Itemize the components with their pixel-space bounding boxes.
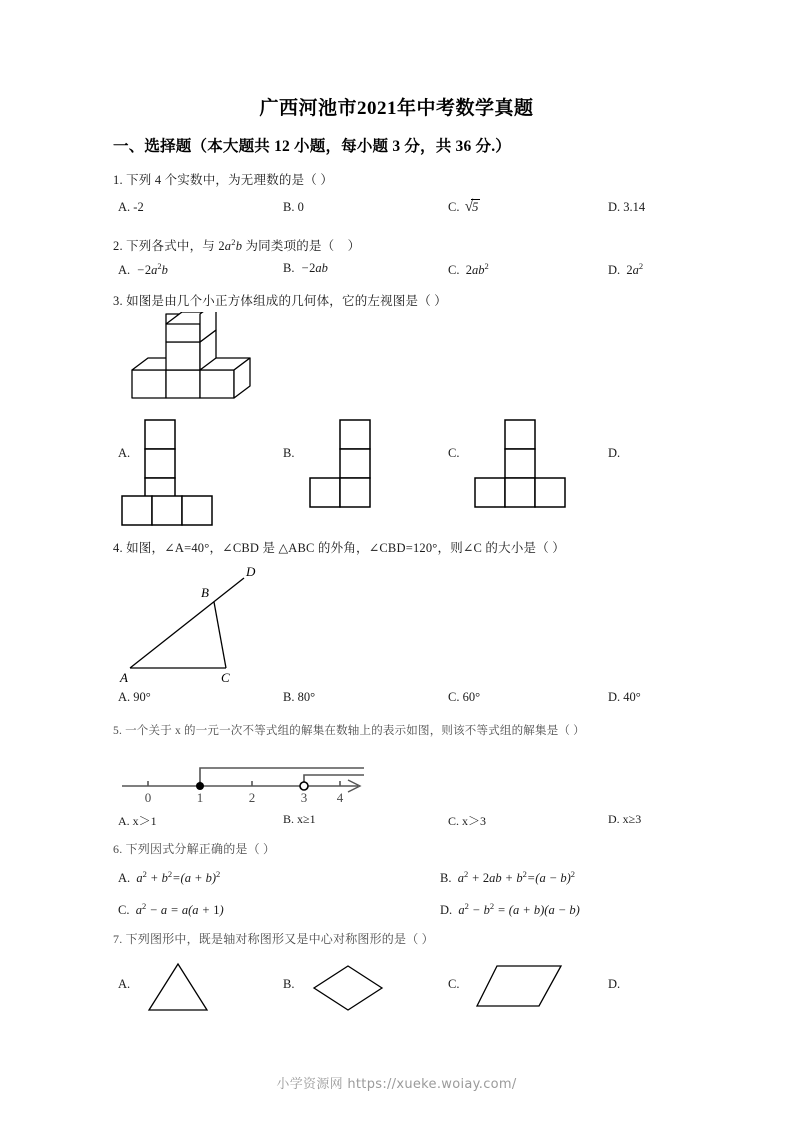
question-1-option-a[interactable]	[118, 200, 144, 215]
expr-2a2b: $2a^2b$	[218, 236, 243, 253]
option-label: A.	[118, 871, 131, 886]
isometric-cube-stack-figure	[118, 312, 278, 408]
question-6-option-a[interactable]	[118, 869, 220, 886]
tick-label-4: 4	[336, 790, 344, 805]
label-d: D	[246, 564, 256, 579]
question-4-option-a[interactable]	[118, 690, 151, 705]
option-label: C.	[448, 263, 460, 278]
number-line-figure	[118, 756, 374, 806]
question-7-option-b-label[interactable]	[283, 977, 294, 992]
option-label: C.	[448, 977, 460, 991]
triangle-figure	[118, 562, 278, 686]
option-label: C.	[448, 814, 460, 828]
option-label: D.	[608, 812, 620, 826]
question-3-option-a-label[interactable]	[118, 446, 130, 461]
question-5-option-b[interactable]	[283, 812, 316, 827]
parallelogram-icon	[477, 966, 561, 1006]
question-3-stem: 3. 如图是由几个小正方体组成的几何体，它的左视图是（ ）	[113, 294, 447, 308]
option-label: A.	[118, 200, 131, 214]
option-label: B.	[440, 871, 452, 886]
question-2-stem: 2. 下列各式中，与 $2a^2b$ 为同类项的是（ ）	[113, 236, 361, 253]
option-text: $2a^2$	[626, 261, 644, 278]
question-5-stem: 5. 一个关于 x 的一元一次不等式组的解集在数轴上的表示如图，则该不等式组的解集是（ ）	[113, 725, 585, 737]
question-7-option-a-figure[interactable]	[143, 958, 213, 1023]
option-label: D.	[608, 690, 621, 704]
option-text: 40°	[623, 690, 641, 704]
option-text: $a^2 + b^2=(a + b)^2$	[133, 869, 221, 886]
option-label: C.	[448, 200, 460, 214]
question-1-stem: 1. 下列 4 个实数中，为无理数的是（ ）	[113, 173, 334, 187]
question-6-option-d[interactable]	[440, 901, 580, 918]
option-text: x≥1	[297, 812, 316, 826]
option-text: 90°	[133, 690, 151, 704]
label-b: B	[201, 585, 209, 600]
rhombus-icon	[314, 966, 382, 1010]
option-label: B.	[283, 261, 295, 275]
option-label: D.	[608, 446, 621, 460]
question-5-option-d[interactable]	[608, 812, 641, 827]
closed-point-marker	[196, 782, 204, 790]
question-4-option-b[interactable]	[283, 690, 315, 705]
question-3-option-d-label[interactable]	[608, 446, 620, 461]
option-text: x＞3	[462, 814, 487, 828]
question-3-option-c-label[interactable]	[448, 446, 459, 461]
question-7-option-d-label[interactable]	[608, 977, 620, 992]
option-label: A.	[118, 690, 131, 704]
question-3-option-d-figure[interactable]	[120, 494, 220, 530]
option-text: x≥3	[622, 812, 642, 826]
option-label: A.	[118, 446, 131, 460]
option-label: A.	[118, 814, 130, 828]
option-label: C.	[448, 446, 460, 460]
option-text: x＞1	[132, 814, 157, 828]
page-title: 广西河池市2021年中考数学真题	[259, 98, 534, 119]
triangle-icon	[149, 964, 207, 1010]
option-text: 80°	[297, 690, 316, 704]
option-label: D.	[440, 903, 453, 918]
question-7-option-c-label[interactable]	[448, 977, 459, 992]
question-2-option-a[interactable]	[118, 261, 168, 278]
label-a: A	[120, 670, 128, 685]
option-text: -2	[133, 200, 144, 214]
question-2-option-b[interactable]	[283, 261, 328, 276]
option-label: B.	[283, 977, 295, 991]
open-point-marker	[300, 782, 308, 790]
option-text: $2ab^2$	[465, 261, 489, 278]
question-2-option-d[interactable]	[608, 261, 643, 278]
question-6-stem: 6. 下列因式分解正确的是（ ）	[113, 842, 276, 856]
watermark: 小学资源网 https://xueke.woiay.com/	[276, 1077, 517, 1092]
question-6-option-c[interactable]	[118, 901, 224, 918]
question-7-option-a-label[interactable]	[118, 977, 130, 992]
option-label: B.	[283, 446, 295, 460]
question-5-option-c[interactable]	[448, 812, 486, 829]
sqrt-five-expression: √5	[464, 198, 479, 215]
question-6-option-b[interactable]	[440, 869, 575, 886]
tick-label-2: 2	[248, 790, 256, 805]
option-label: B.	[283, 200, 295, 214]
option-label: D.	[608, 263, 621, 278]
question-3-option-b-figure[interactable]	[308, 418, 378, 510]
option-label: D.	[608, 977, 621, 991]
tick-label-0: 0	[144, 790, 152, 805]
question-4-option-c[interactable]	[448, 690, 480, 705]
option-label: A.	[118, 263, 131, 278]
question-4-option-d[interactable]	[608, 690, 641, 705]
option-text: $a^2 + 2ab + b^2=(a - b)^2$	[454, 869, 576, 886]
option-label: C.	[448, 690, 460, 704]
question-4-stem: 4. 如图，∠A=40°，∠CBD 是 △ABC 的外角，∠CBD=120°，则∠C 的大小是（ ）	[113, 541, 565, 555]
option-text: $a^2 - b^2 = (a + b)(a - b)$	[455, 901, 580, 918]
question-3-option-c-figure[interactable]	[473, 418, 573, 510]
option-label: D.	[608, 200, 621, 214]
question-5-option-a[interactable]	[118, 812, 157, 829]
option-text: $-2a^2b$	[133, 261, 168, 278]
option-label: A.	[118, 977, 131, 991]
section-heading: 一、选择题（本大题共 12 小题，每小题 3 分，共 36 分.）	[113, 138, 511, 155]
option-text: −2ab	[297, 261, 328, 275]
option-label: B.	[283, 812, 295, 826]
option-text: $a^2 - a = a(a + 1)$	[132, 901, 224, 918]
tick-label-1: 1	[196, 790, 204, 805]
option-label: B.	[283, 690, 295, 704]
option-text: 0	[297, 200, 304, 214]
question-1-option-d[interactable]	[608, 200, 645, 215]
label-c: C	[221, 670, 230, 685]
option-text: 60°	[462, 690, 481, 704]
question-7-stem: 7. 下列图形中，既是轴对称图形又是中心对称图形的是（ ）	[113, 932, 434, 946]
question-2-option-c[interactable]	[448, 261, 489, 278]
option-text: 3.14	[623, 200, 646, 214]
question-7-option-b-figure[interactable]	[308, 958, 388, 1023]
tick-label-3: 3	[300, 790, 308, 805]
question-3-option-b-label[interactable]	[283, 446, 294, 461]
question-7-option-c-figure[interactable]	[473, 958, 568, 1023]
question-1-option-b[interactable]	[283, 200, 304, 215]
question-1-option-c[interactable]	[448, 198, 480, 216]
option-label: C.	[118, 903, 130, 918]
